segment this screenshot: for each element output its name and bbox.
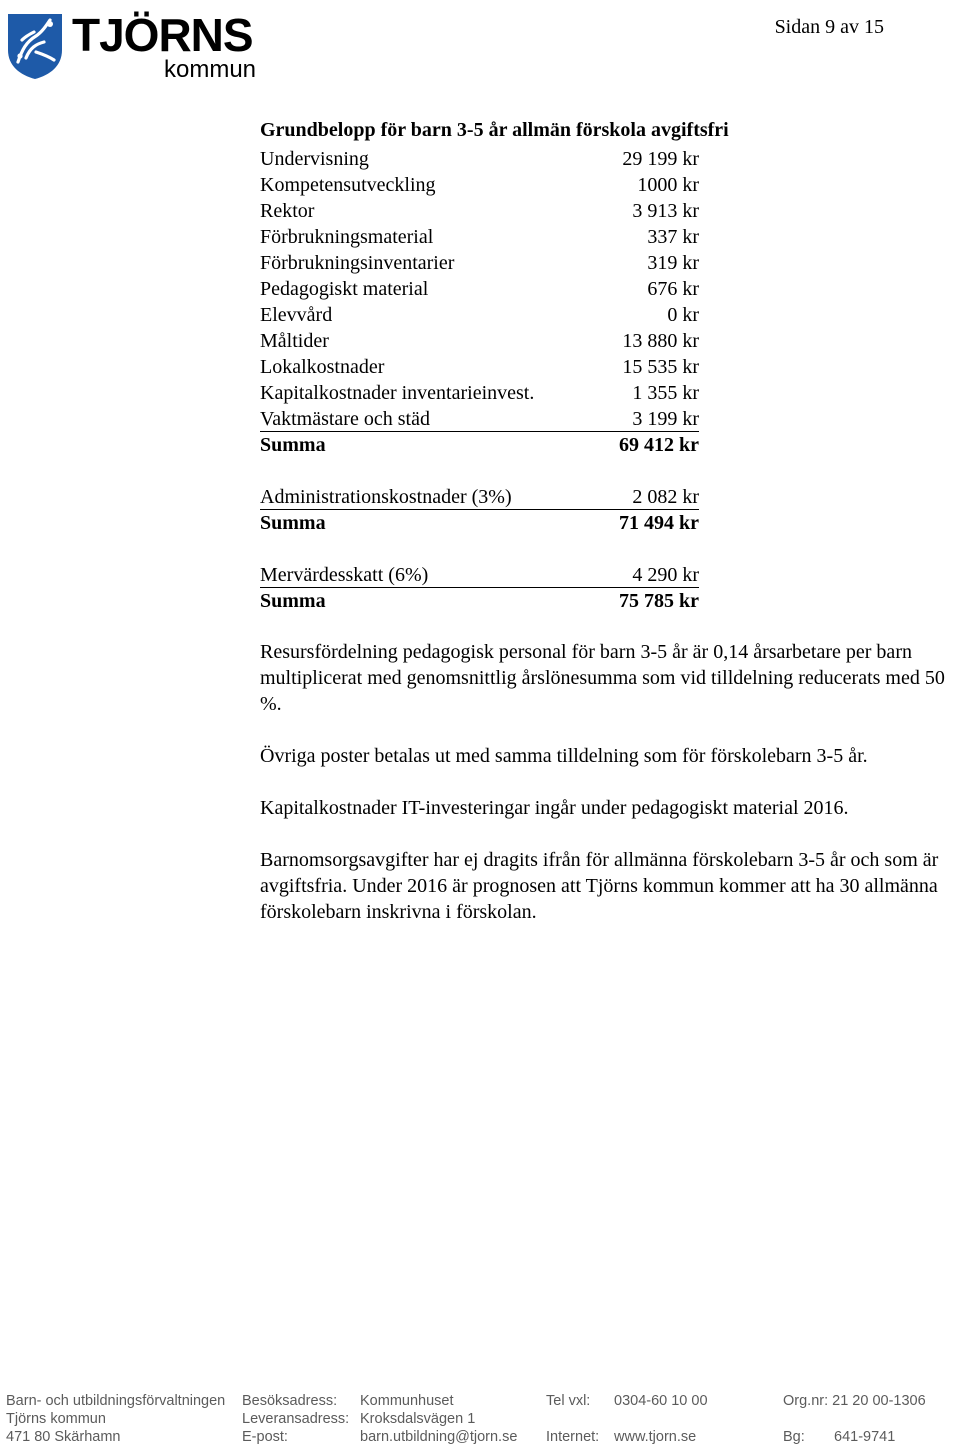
vat-value: 4 290 kr [632, 564, 699, 586]
admin-row [260, 484, 699, 510]
table-row [260, 224, 699, 250]
table-row [260, 380, 699, 406]
row-value: 29 199 kr [622, 148, 699, 170]
sum-label: Summa [260, 590, 326, 612]
logo-name: TJÖRNS [72, 9, 253, 61]
paragraph: Övriga poster betalas ut med samma tilldelning som för förskolebarn 3-5 år. [260, 745, 868, 767]
row-label: Förbrukningsmaterial [260, 226, 434, 248]
sum-label: Summa [260, 512, 326, 534]
vat-label: Mervärdesskatt (6%) [260, 564, 429, 586]
sum-row [260, 432, 699, 458]
table-row [260, 250, 699, 276]
footer-municipality: Tjörns kommun [6, 1411, 106, 1427]
admin-value: 2 082 kr [632, 486, 699, 508]
footer [0, 1391, 960, 1447]
row-label: Vaktmästare och städ [260, 408, 430, 430]
row-value: 319 kr [647, 252, 699, 274]
page-number: Sidan 9 av 15 [774, 16, 884, 38]
row-value: 0 kr [667, 304, 699, 326]
footer-website-link[interactable]: www.tjorn.se [614, 1429, 697, 1445]
sum-value: 69 412 kr [619, 434, 699, 456]
sum-label: Summa [260, 434, 326, 456]
row-label: Undervisning [260, 148, 369, 170]
sum-row [260, 510, 699, 536]
footer-phone-value: 0304-60 10 00 [614, 1393, 708, 1409]
footer-visit-label: Besöksadress: [242, 1393, 338, 1409]
vat-row [260, 562, 699, 588]
footer-bg-label: Bg: [783, 1429, 805, 1445]
row-value: 337 kr [647, 226, 699, 248]
row-value: 15 535 kr [622, 356, 699, 378]
paragraph: Resursfördelning pedagogisk personal för barn 3-5 år är 0,14 årsarbetare per barn multiplicerat med genomsnittlig årslönesumma som vid tilldelning reducerats med 50 %. [260, 641, 945, 715]
row-value: 13 880 kr [622, 330, 699, 352]
row-label: Lokalkostnader [260, 356, 385, 378]
coat-of-arms-icon [6, 12, 64, 80]
sum-value: 71 494 kr [619, 512, 699, 534]
logo-subtitle: kommun [164, 56, 257, 83]
table-heading: Grundbelopp för barn 3-5 år allmän förskola avgiftsfri [260, 119, 729, 141]
footer-email-label: E-post: [242, 1429, 288, 1445]
footer-org: Barn- och utbildningsförvaltningen [6, 1393, 226, 1409]
row-label: Måltider [260, 330, 329, 352]
footer-delivery-label: Leveransadress: [242, 1411, 350, 1427]
admin-label: Administrationskostnader (3%) [260, 486, 512, 508]
tjorn-logo [6, 9, 268, 83]
paragraph: Kapitalkostnader IT-investeringar ingår under pedagogiskt material 2016. [260, 797, 849, 819]
row-label: Rektor [260, 200, 315, 222]
table-row [260, 406, 699, 432]
row-label: Kompetensutveckling [260, 174, 436, 196]
footer-visit-value: Kommunhuset [360, 1393, 454, 1409]
row-value: 676 kr [647, 278, 699, 300]
row-label: Pedagogiskt material [260, 278, 429, 300]
row-label: Kapitalkostnader inventarieinvest. [260, 382, 535, 404]
sum-value: 75 785 kr [619, 590, 699, 612]
row-label: Förbrukningsinventarier [260, 252, 455, 274]
footer-delivery-value: Kroksdalsvägen 1 [360, 1411, 476, 1427]
table-row [260, 198, 699, 224]
footer-bg-value: 641-9741 [834, 1429, 896, 1445]
table-row [260, 172, 699, 198]
paragraph: Barnomsorgsavgifter har ej dragits ifrån för allmänna förskolebarn 3-5 år och som är avgiftsfria. Under 2016 är prognosen att Tjörns kommun kommer att ha 30 allmänna förskolebarn inskrivna i förskolan. [260, 849, 939, 923]
table-row [260, 276, 699, 302]
sum-row [260, 588, 699, 614]
row-value: 3 913 kr [632, 200, 699, 222]
table-row [260, 328, 699, 354]
footer-postal: 471 80 Skärhamn [6, 1429, 121, 1445]
row-label: Elevvård [260, 304, 333, 326]
footer-internet-label: Internet: [546, 1429, 600, 1445]
table-row [260, 302, 699, 328]
row-value: 1000 kr [637, 174, 699, 196]
footer-orgnr: Org.nr: 21 20 00-1306 [783, 1393, 926, 1409]
footer-phone-label: Tel vxl: [546, 1393, 591, 1409]
footer-email-link[interactable]: barn.utbildning@tjorn.se [360, 1429, 518, 1445]
row-value: 3 199 kr [632, 408, 699, 430]
table-row [260, 354, 699, 380]
row-value: 1 355 kr [632, 382, 699, 404]
table-row [260, 146, 699, 172]
